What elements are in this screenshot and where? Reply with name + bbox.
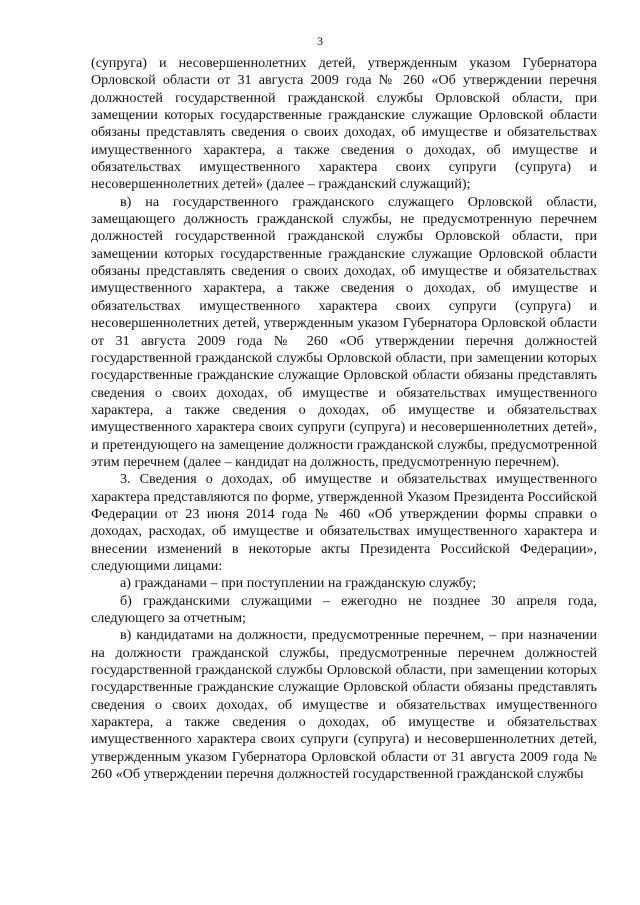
paragraph-2: в) на государственного гражданского служащего Орловской области, замещающего должность гражданской службы, не предусмотренную перечнем должностей государственной гражданской службы Орловской области, при замещении которых государственные гражданские служащие Орловской области обязаны представлять сведения о своих доходах, об имуществе и обязательствах имущественного характера, а также сведения о доходах, об имуществе и обязательствах имущественного характера своих супруги (супруга) и несовершеннолетних детей, утвержденным указом Губернатора Орловской области от 31 августа 2009 года № 260 «Об утверждении перечня должностей государственной гражданской службы Орловской области, при замещении которых государственные гражданские служащие Орловской области обязаны представлять сведения о своих доходах, об имуществе и обязательствах имущественного характера, а также сведения о доходах, об имуществе и обязательствах имущественного характера своих супруги (супруга) и несовершеннолетних детей», и претендующего на замещение должности гражданской службы, предусмотренной этим перечнем (далее – кандидат на должность, предусмотренную перечнем). <box>91 193 597 470</box>
paragraph-1: (супруга) и несовершеннолетних детей, утвержденным указом Губернатора Орловской области от 31 августа 2009 года № 260 «Об утверждении перечня должностей государственной гражданской службы Орловской области, при замещении которых государственные гражданские служащие Орловской области обязаны представлять сведения о своих доходах, об имуществе и обязательствах имущественного характера, а также сведения о доходах, об имуществе и обязательствах имущественного характера своих супруги (супруга) и несовершеннолетних детей» (далее – гражданский служащий); <box>91 55 597 193</box>
page-number: 3 <box>317 34 323 48</box>
paragraph-3: 3. Сведения о доходах, об имуществе и обязательствах имущественного характера представляются по форме, утвержденной Указом Президента Российской Федерации от 23 июня 2014 года № 460 «Об утверждении формы справки о доходах, расходах, об имуществе и обязательствах имущественного характера и внесении изменений в некоторые акты Президента Российской Федерации», следующими лицами: <box>91 471 597 574</box>
paragraph-6: в) кандидатами на должности, предусмотренные перечнем, – при назначении на должности гражданской службы, предусмотренные перечнем должностей государственной гражданской службы Орловской области, при замещении которых государственные гражданские служащие Орловской области обязаны представлять сведения о своих доходах, об имуществе и обязательствах имущественного характера, а также сведения о доходах, об имуществе и обязательствах имущественного характера своих супруги (супруга) и несовершеннолетних детей, утвержденным указом Губернатора Орловской области от 31 августа 2009 года № 260 «Об утверждении перечня должностей государственной гражданской службы <box>91 627 597 783</box>
document-body <box>91 55 597 783</box>
paragraph-4: а) гражданами – при поступлении на гражданскую службу; <box>120 575 477 592</box>
paragraph-5: б) гражданскими служащими – ежегодно не позднее 30 апреля года, следующего за отчетным; <box>91 592 597 626</box>
